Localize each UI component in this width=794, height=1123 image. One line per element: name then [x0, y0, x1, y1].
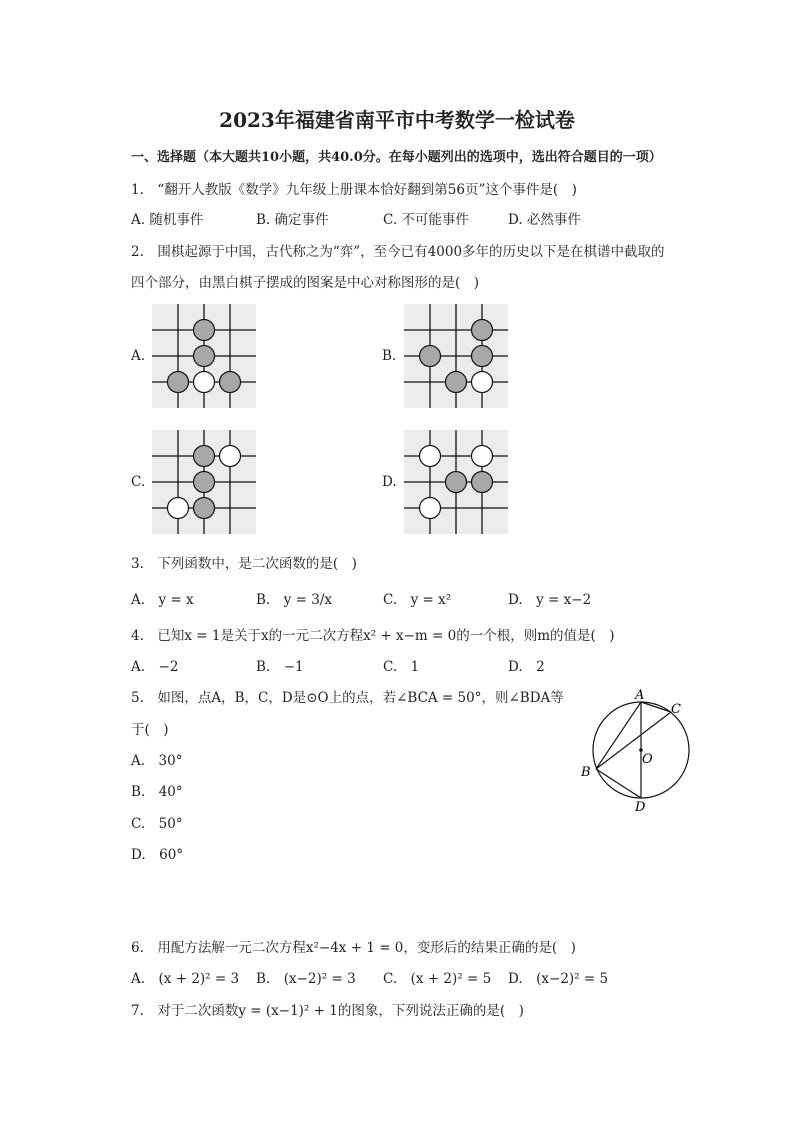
- q3-option-b: B. y = 3/x: [256, 592, 332, 608]
- q5-option-c: C. 50°: [131, 816, 183, 832]
- q4-option-d: D. 2: [508, 659, 545, 675]
- q2-label-a: A.: [131, 348, 146, 364]
- question-4: 4. 已知x = 1是关于x的一元二次方程x² + x−m = 0的一个根，则m的值是( ): [131, 628, 615, 644]
- go-board-d: [404, 430, 508, 534]
- section-heading: 一、选择题（本大题共10小题，共40.0分。在每小题列出的选项中，选出符合题目的一项）: [131, 150, 662, 165]
- chord-ab: [596, 702, 641, 769]
- q4-option-b: B. −1: [256, 659, 304, 675]
- q3-option-a: A. y = x: [131, 592, 194, 608]
- point-label-d: D: [635, 800, 646, 815]
- question-6: 6. 用配方法解一元二次方程x²−4x + 1 = 0，变形后的结果正确的是( ): [131, 940, 576, 956]
- q2-label-c: C.: [131, 474, 146, 490]
- q5-option-b: B. 40°: [131, 784, 183, 800]
- q2-label-d: D.: [382, 474, 397, 490]
- point-label-b: B: [581, 765, 591, 780]
- q3-option-c: C. y = x²: [383, 592, 452, 608]
- q1-option-b: B. 确定事件: [256, 212, 329, 228]
- point-label-a: A: [635, 688, 645, 703]
- q5-option-d: D. 60°: [131, 847, 184, 863]
- go-board-c: [152, 430, 256, 534]
- q6-option-a: A. (x + 2)² = 3: [131, 971, 240, 987]
- question-7: 7. 对于二次函数y = (x−1)² + 1的图象，下列说法正确的是( ): [131, 1003, 524, 1019]
- go-board-b: [404, 304, 508, 408]
- q2-label-b: B.: [382, 348, 397, 364]
- question-2-line-1: 2. 围棋起源于中国，古代称之为“弈”，至今已有4000多年的历史以下是在棋谱中截取的: [131, 244, 665, 260]
- q6-option-b: B. (x−2)² = 3: [256, 971, 356, 987]
- point-label-o: O: [642, 752, 653, 767]
- question-5-line-2: 于( ): [131, 722, 169, 738]
- go-board-a: [152, 304, 256, 408]
- question-2-line-2: 四个部分，由黑白棋子摆成的图案是中心对称图形的是( ): [131, 275, 480, 291]
- question-5-line-1: 5. 如图，点A，B，C，D是⊙O上的点，若∠BCA = 50°，则∠BDA等: [131, 690, 564, 706]
- q6-option-d: D. (x−2)² = 5: [508, 971, 609, 987]
- question-1: 1. “翻开人教版《数学》九年级上册课本恰好翻到第56页”这个事件是( ): [131, 182, 577, 198]
- chord-bd: [596, 769, 641, 798]
- q4-option-a: A. −2: [131, 659, 179, 675]
- q5-option-a: A. 30°: [131, 753, 183, 769]
- point-label-c: C: [671, 702, 681, 717]
- chord-ac: [641, 702, 671, 712]
- page-title: 2023年福建省南平市中考数学一检试卷: [219, 108, 575, 132]
- q1-option-c: C. 不可能事件: [383, 212, 469, 228]
- q4-option-c: C. 1: [383, 659, 420, 675]
- q1-option-a: A. 随机事件: [131, 212, 204, 228]
- q1-option-d: D. 必然事件: [508, 212, 581, 228]
- q3-option-d: D. y = x−2: [508, 592, 592, 608]
- chord-bc: [596, 712, 671, 769]
- q6-option-c: C. (x + 2)² = 5: [383, 971, 492, 987]
- circle-figure: [580, 684, 700, 814]
- question-3: 3. 下列函数中，是二次函数的是( ): [131, 556, 357, 572]
